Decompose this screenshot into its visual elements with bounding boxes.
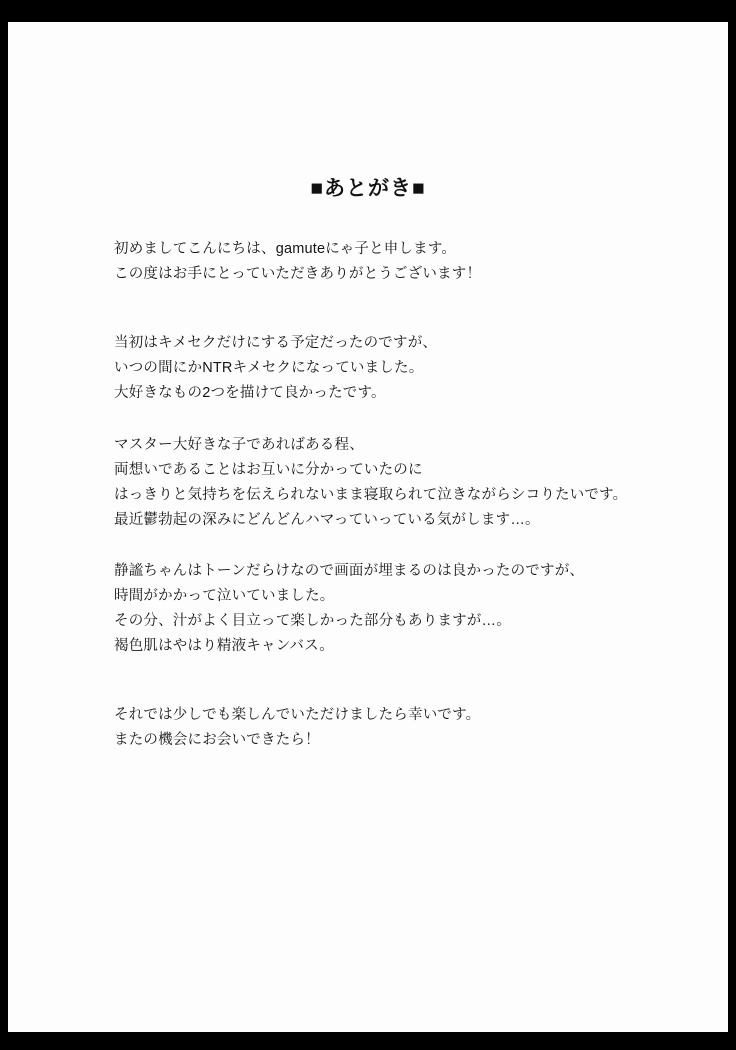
- text-line: またの機会にお会いできたら！: [114, 732, 320, 748]
- text-line: それでは少しでも楽しんでいただけましたら幸いです。: [114, 707, 481, 723]
- text-line: 両想いであることはお互いに分かっていたのに: [114, 462, 423, 478]
- paragraph-greeting: [114, 237, 684, 287]
- afterword-body: [114, 237, 684, 753]
- paragraph-feelings: [114, 433, 684, 533]
- text-line: 大好きなもの2つを描けて良かったです。: [114, 385, 386, 401]
- paragraph-artwork: [114, 559, 684, 659]
- spacer: [114, 659, 684, 703]
- paragraph-closing: [114, 703, 684, 753]
- text-line: 褐色肌はやはり精液キャンバス。: [114, 638, 334, 654]
- text-line: 時間がかかって泣いていました。: [114, 588, 335, 604]
- text-line: 静謐ちゃんはトーンだらけなので画面が埋まるのは良かったのですが、: [114, 563, 585, 579]
- text-line: マスター大好きな子であればある程、: [114, 437, 364, 453]
- text-line: この度はお手にとっていただきありがとうございます！: [114, 266, 482, 282]
- paragraph-concept: [114, 331, 684, 406]
- page-title: ■あとがき■: [310, 177, 426, 200]
- text-line: 初めましてこんにちは、gamuteにゃ子と申します。: [114, 241, 457, 257]
- text-line: はっきりと気持ちを伝えられないまま寝取られて泣きながらシコりたいです。: [114, 487, 628, 503]
- spacer: [114, 533, 684, 559]
- spacer: [114, 406, 684, 433]
- paper-sheet: [8, 22, 728, 1032]
- text-line: 最近鬱勃起の深みにどんどんハマっていっている気がします…。: [114, 512, 540, 528]
- text-line: 当初はキメセクだけにする予定だったのですが、: [114, 335, 438, 351]
- text-line: その分、汁がよく目立って楽しかった部分もありますが…。: [114, 613, 511, 629]
- spacer: [114, 287, 684, 331]
- text-line: いつの間にかNTRキメセクになっていました。: [114, 360, 424, 376]
